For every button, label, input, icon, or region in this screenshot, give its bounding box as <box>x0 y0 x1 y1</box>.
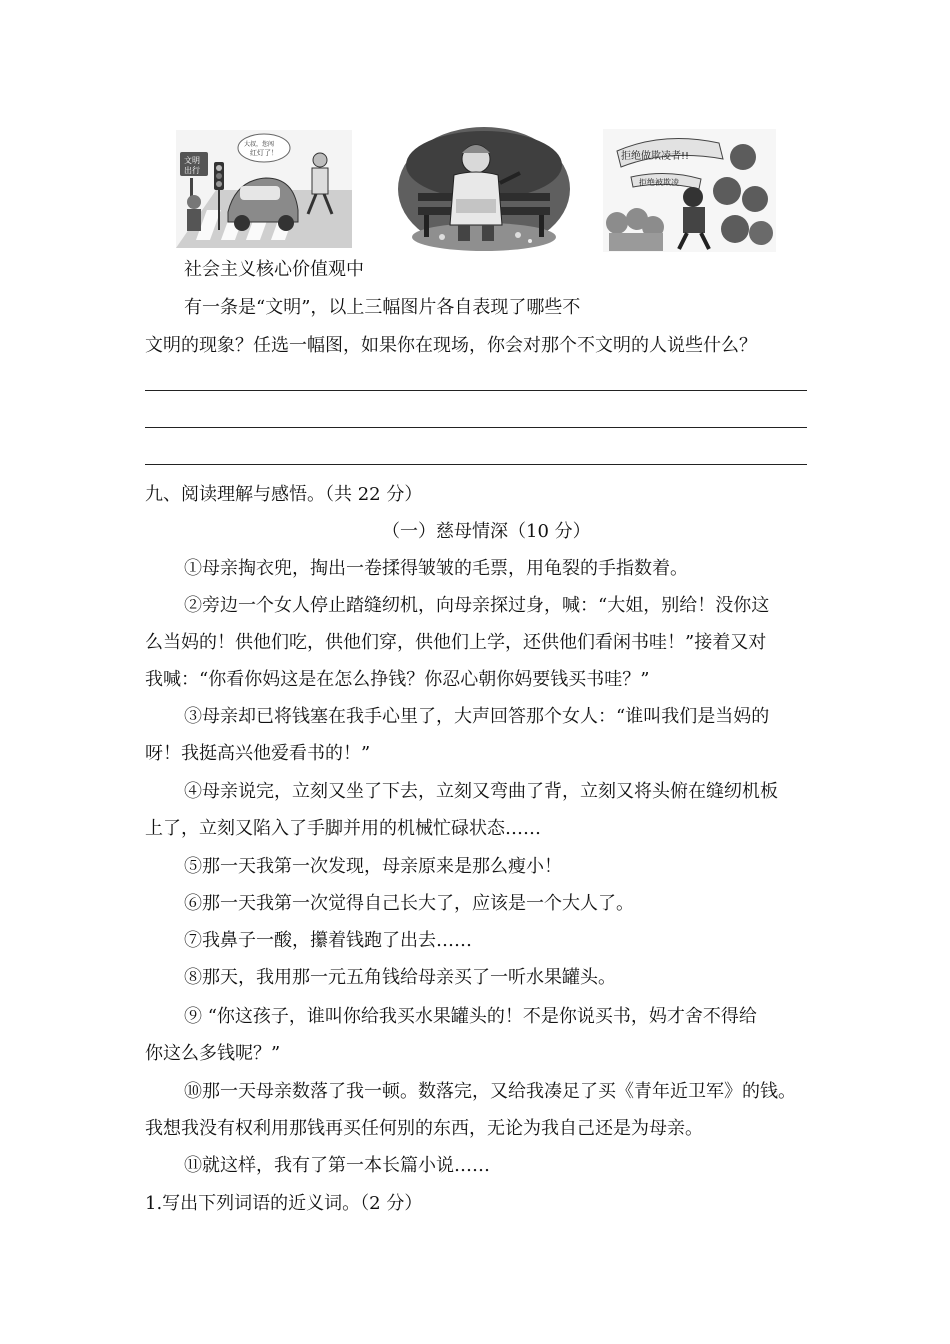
passage-line-12: ⑧那天，我用那一元五角钱给母亲买了一听水果罐头。 <box>184 967 616 988</box>
passage-line-10: ⑥那一天我第一次觉得自己长大了，应该是一个大人了。 <box>184 893 634 914</box>
passage-line-8: 上了，立刻又陷入了手脚并用的机械忙碌状态…… <box>145 818 541 839</box>
answer-line-1[interactable] <box>145 390 807 391</box>
bullying-scene-drawing <box>603 129 776 252</box>
passage-line-1: ①母亲掏衣兜，掏出一卷揉得皱皱的毛票，用龟裂的手指数着。 <box>184 558 688 579</box>
speech-text-1: 大叔，您闯 <box>244 141 275 148</box>
passage-line-16: 我想我没有权利用那钱再买任何别的东西，无论为我自己还是为母亲。 <box>145 1118 703 1139</box>
question8-line1: 社会主义核心价值观中 <box>184 259 364 280</box>
passage-title: （一）慈母情深（10 分） <box>382 521 591 542</box>
passage-line-17: ⑪就这样，我有了第一本长篇小说…… <box>184 1155 490 1176</box>
answer-line-3[interactable] <box>145 464 807 465</box>
sign-text-2: 出行 <box>184 166 200 175</box>
banner-text-2: 拒绝被欺凌 <box>639 178 679 187</box>
sign-text-1: 文明 <box>184 156 200 165</box>
passage-line-9: ⑤那一天我第一次发现，母亲原来是那么瘦小！ <box>184 856 562 877</box>
question8-line3: 文明的现象？任选一幅图，如果你在现场，你会对那个不文明的人说些什么？ <box>145 335 757 356</box>
banner-text-1: 拒绝做欺凌者!! <box>621 151 690 162</box>
passage-line-5: ③母亲却已将钱塞在我手心里了，大声回答那个女人：“谁叫我们是当妈的 <box>184 706 770 727</box>
speech-text-2: 红灯了！ <box>250 149 278 157</box>
park-scene-drawing <box>398 125 570 251</box>
passage-line-6: 呀！我挺高兴他爱看书的！” <box>145 743 371 764</box>
passage-line-4: 我喊：“你看你妈这是在怎么挣钱？你忍心朝你妈要钱买书哇？” <box>145 669 650 690</box>
passage-line-2: ②旁边一个女人停止踏缝纫机，向母亲探过身，喊：“大姐，别给！没你这 <box>184 595 770 616</box>
traffic-scene-drawing <box>176 130 352 248</box>
passage-line-11: ⑦我鼻子一酸，攥着钱跑了出去…… <box>184 930 472 951</box>
section9-heading: 九、阅读理解与感悟。（共 22 分） <box>145 484 423 505</box>
passage-line-14: 你这么多钱呢？” <box>145 1043 281 1064</box>
passage-line-3: 么当妈的！供他们吃，供他们穿，供他们上学，还供他们看闲书哇！”接着又对 <box>145 632 767 653</box>
passage-line-15: ⑩那一天母亲数落了我一顿。数落完，又给我凑足了买《青年近卫军》的钱。 <box>184 1081 796 1102</box>
question8-line2: 有一条是“文明”，以上三幅图片各自表现了哪些不 <box>184 297 581 318</box>
question1-prompt: 1.写出下列词语的近义词。（2 分） <box>145 1193 423 1214</box>
answer-line-2[interactable] <box>145 427 807 428</box>
park-bench-littering-illustration <box>398 125 570 251</box>
passage-line-13: ⑨ “你这孩子，谁叫你给我买水果罐头的！不是你说买书，妈才舍不得给 <box>184 1006 757 1027</box>
traffic-cartoon-illustration <box>176 130 352 248</box>
passage-line-7: ④母亲说完，立刻又坐了下去，立刻又弯曲了背，立刻又将头俯在缝纫机板 <box>184 781 778 802</box>
bullying-cartoon-illustration <box>603 129 776 252</box>
